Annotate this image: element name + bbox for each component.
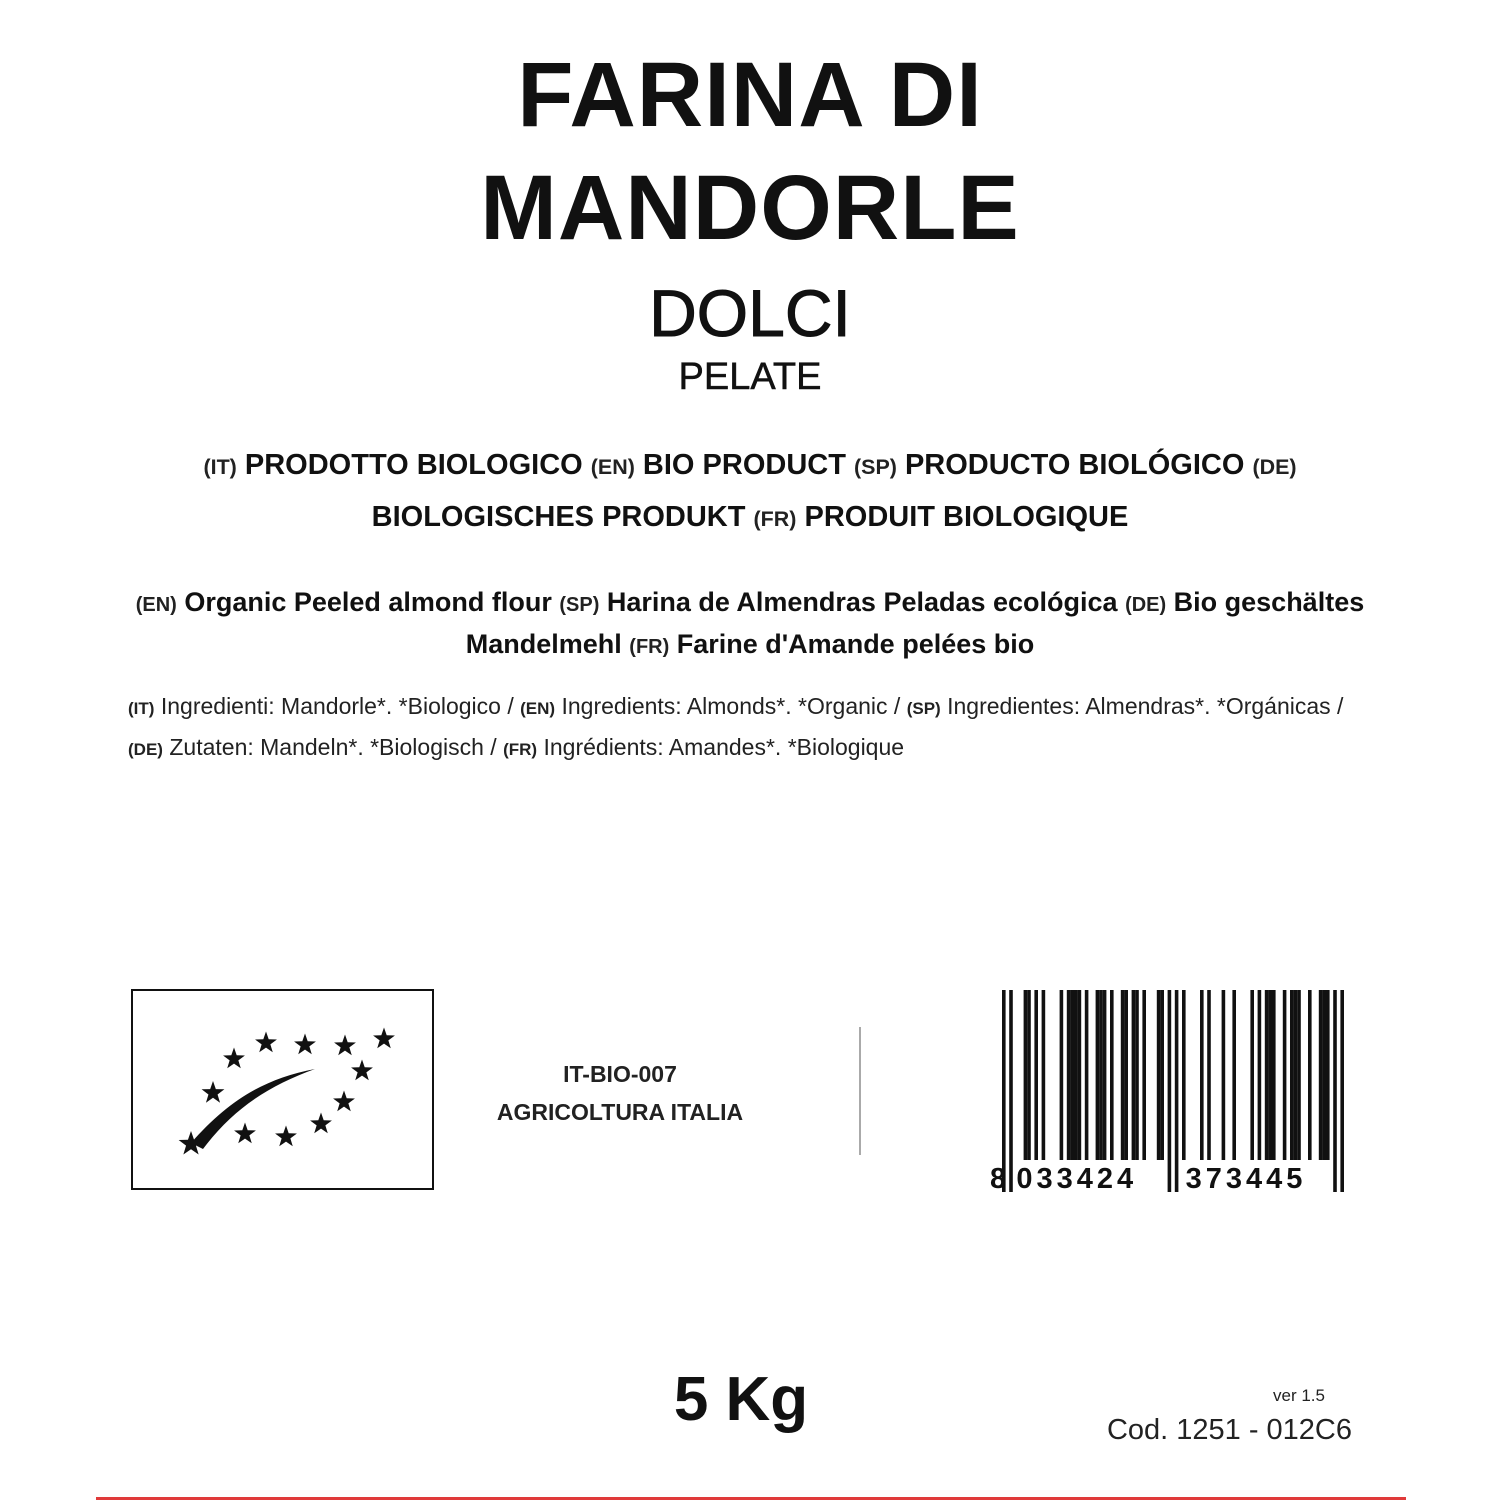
- description-fr: Farine d'Amande pelées bio: [676, 629, 1035, 659]
- product-title-line1: FARINA DI: [517, 44, 983, 146]
- lang-code: (FR): [753, 507, 797, 531]
- certification-info: [440, 1055, 800, 1131]
- barcode-bar: [1207, 990, 1211, 1160]
- barcode-bar: [1297, 990, 1301, 1160]
- barcode-bar: [1168, 990, 1172, 1192]
- barcode-bar: [1319, 990, 1323, 1160]
- barcode-bar: [1110, 990, 1114, 1160]
- barcode-bar: [1070, 990, 1074, 1160]
- lang-code: (EN): [135, 594, 177, 616]
- eu-organic-leaf-icon: [131, 989, 434, 1190]
- lang-code: (DE): [128, 740, 163, 759]
- barcode-bar: [1042, 990, 1046, 1160]
- lang-code: (SP): [853, 455, 897, 479]
- lang-code: (FR): [629, 636, 670, 658]
- barcode-bar: [1333, 990, 1337, 1192]
- barcode-bar: [1200, 990, 1204, 1160]
- product-code: Cod. 1251 - 012C6: [1106, 1414, 1352, 1446]
- certification-origin: AGRICOLTURA ITALIA: [496, 1099, 744, 1125]
- barcode-bar: [1085, 990, 1089, 1160]
- barcode-bar: [1103, 990, 1107, 1160]
- net-weight: 5 Kg: [673, 1365, 809, 1434]
- lang-code: (SP): [559, 594, 600, 616]
- lang-code: (IT): [203, 455, 237, 479]
- lang-code: (SP): [906, 699, 941, 718]
- bio-label-fr: PRODUIT BIOLOGIQUE: [804, 501, 1129, 533]
- barcode-bar: [1024, 990, 1028, 1160]
- barcode-bar: [1265, 990, 1269, 1160]
- barcode-left-digits: 033424: [1016, 1163, 1138, 1195]
- ingredients-en: Ingredients: Almonds*. *Organic /: [561, 693, 901, 719]
- barcode-bar: [1326, 990, 1330, 1160]
- product-variant: PELATE: [678, 356, 822, 398]
- barcode-bar: [1135, 990, 1139, 1160]
- description-en: Organic Peeled almond flour: [184, 587, 552, 617]
- bio-product-labels: [120, 440, 1380, 544]
- barcode-bar: [1034, 990, 1038, 1160]
- barcode-bar: [1099, 990, 1103, 1160]
- barcode-bar: [1002, 990, 1006, 1192]
- barcode-bar: [1250, 990, 1254, 1160]
- barcode-bar: [1340, 990, 1344, 1192]
- divider: [859, 1027, 861, 1155]
- lang-code: (DE): [1252, 455, 1297, 479]
- barcode-bar: [1027, 990, 1031, 1160]
- barcode-bar: [1067, 990, 1071, 1160]
- bio-label-en: BIO PRODUCT: [642, 449, 846, 481]
- lang-code: (FR): [503, 740, 538, 759]
- barcode-bar: [1142, 990, 1146, 1160]
- lang-code: (EN): [520, 699, 556, 718]
- barcode-bar: [1322, 990, 1326, 1160]
- barcode-bar: [1294, 990, 1298, 1160]
- barcode-bar: [1258, 990, 1262, 1160]
- lang-code: (EN): [590, 455, 635, 479]
- barcode-bar: [1157, 990, 1161, 1160]
- lang-code: (IT): [128, 699, 155, 718]
- barcode-first-digit: 8: [990, 1163, 1011, 1195]
- barcode-right-digits: 373445: [1185, 1163, 1307, 1195]
- lang-code: (DE): [1125, 594, 1167, 616]
- product-subtitle: DOLCI: [649, 276, 851, 350]
- barcode-bar: [1290, 990, 1294, 1160]
- bio-label-sp: PRODUCTO BIOLÓGICO: [904, 449, 1245, 481]
- ean-barcode: [990, 990, 1350, 1195]
- ingredients-sp: Ingredientes: Almendras*. *Orgánicas /: [947, 693, 1344, 719]
- barcode-bar: [1283, 990, 1287, 1160]
- bio-label-de: BIOLOGISCHES PRODUKT: [371, 501, 746, 533]
- bio-label-it: PRODOTTO BIOLOGICO: [244, 449, 583, 481]
- barcode-bar: [1308, 990, 1312, 1160]
- barcode-bar: [1132, 990, 1136, 1160]
- barcode-bar: [1078, 990, 1082, 1160]
- barcode-bar: [1160, 990, 1164, 1160]
- barcode-bar: [1124, 990, 1128, 1160]
- certification-code: IT-BIO-007: [563, 1061, 677, 1087]
- barcode-bar: [1009, 990, 1013, 1192]
- ingredients-list: [128, 687, 1378, 769]
- ingredients-fr: Ingrédients: Amandes*. *Biologique: [543, 734, 905, 760]
- barcode-bar: [1182, 990, 1186, 1160]
- description-de: Bio geschältes Mandelmehl: [465, 587, 1365, 659]
- barcode-bar: [1232, 990, 1236, 1160]
- barcode-bar: [1175, 990, 1179, 1192]
- ingredients-de: Zutaten: Mandeln*. *Biologisch /: [169, 734, 497, 760]
- product-descriptions: [120, 583, 1380, 667]
- ingredients-it: Ingredienti: Mandorle*. *Biologico /: [160, 693, 514, 719]
- barcode-bar: [1268, 990, 1272, 1160]
- barcode-bar: [1096, 990, 1100, 1160]
- barcode-bar: [1222, 990, 1226, 1160]
- version-label: ver 1.5: [1273, 1386, 1325, 1405]
- barcode-bar: [1272, 990, 1276, 1160]
- description-sp: Harina de Almendras Peladas ecológica: [606, 587, 1118, 617]
- barcode-bar: [1121, 990, 1125, 1160]
- barcode-bar: [1074, 990, 1078, 1160]
- product-title-line2: MANDORLE: [480, 157, 1020, 259]
- barcode-bar: [1060, 990, 1064, 1160]
